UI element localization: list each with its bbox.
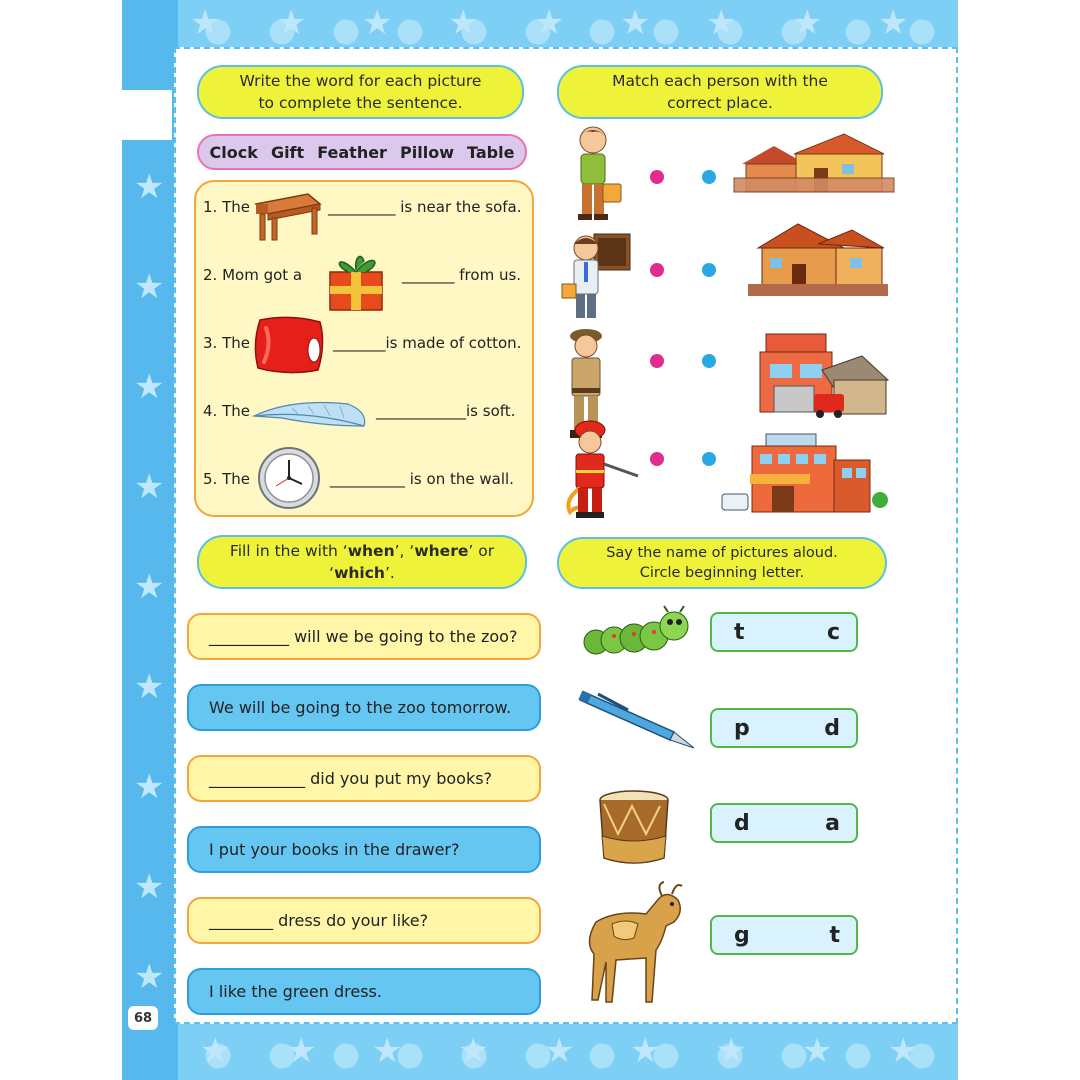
fill-answer-row: I like the green dress. <box>187 968 541 1015</box>
instruction-line: Circle beginning letter. <box>639 565 805 581</box>
star-icon: ★ <box>620 3 651 43</box>
gift-icon <box>326 250 390 314</box>
sentence-prefix: 1. The <box>203 198 250 216</box>
star-icon: ★ <box>888 1031 919 1071</box>
star-icon: ★ <box>630 1031 661 1071</box>
letter-option[interactable]: p <box>734 715 750 741</box>
pillow-icon <box>252 314 328 376</box>
instruction-keyword: which <box>334 564 385 582</box>
goat-icon <box>576 882 688 1010</box>
letter-choice-box <box>710 803 858 843</box>
star-icon: ★ <box>276 3 307 43</box>
sentence-answer-line[interactable]: _______is made of cotton. <box>333 334 522 352</box>
frame-left-strip <box>122 0 178 1080</box>
word-bank-item: Table <box>467 142 515 162</box>
table-icon <box>252 190 322 242</box>
star-icon: ★ <box>706 3 737 43</box>
pen-icon <box>578 686 698 752</box>
letter-option[interactable]: t <box>829 922 840 948</box>
word-bank-item: Gift <box>270 142 305 162</box>
star-icon: ★ <box>448 3 479 43</box>
word-bank-item: Pillow <box>400 142 454 162</box>
star-icon: ★ <box>716 1031 747 1071</box>
fire-station-building-icon <box>742 330 898 422</box>
instruction-keyword: where <box>414 542 469 560</box>
match-dot-right[interactable] <box>702 170 716 184</box>
instruction-line: Match each person with the <box>612 72 828 90</box>
sentence-prefix: 4. The <box>203 402 250 420</box>
star-icon: ★ <box>134 767 165 807</box>
instruction-text: ’. <box>384 564 395 582</box>
instruction-text: ‘ <box>329 564 335 582</box>
letter-option[interactable]: g <box>734 922 750 948</box>
star-icon: ★ <box>286 1031 317 1071</box>
word-bank <box>197 134 527 170</box>
sentence-prefix: 3. The <box>203 334 250 352</box>
instruction-keyword: when <box>347 542 395 560</box>
sentence-prefix: 5. The <box>203 470 250 488</box>
letter-choice-box <box>710 708 858 748</box>
match-dot-right[interactable] <box>702 354 716 368</box>
star-icon: ★ <box>134 267 165 307</box>
instruction-line <box>230 562 494 584</box>
fill-question-row[interactable]: ____________ did you put my books? <box>187 755 541 802</box>
instruction-text: Fill in the with ‘ <box>229 542 348 560</box>
star-icon: ★ <box>878 3 909 43</box>
match-dot-right[interactable] <box>702 263 716 277</box>
clock-icon <box>256 446 322 510</box>
teacher-person-icon <box>560 232 636 322</box>
letter-option[interactable]: d <box>824 715 840 741</box>
caterpillar-icon <box>582 606 692 668</box>
star-icon: ★ <box>134 167 165 207</box>
fill-question-row[interactable]: ________ dress do your like? <box>187 897 541 944</box>
letter-choice-box <box>710 915 858 955</box>
letters-instruction <box>557 537 887 589</box>
instruction-line: Write the word for each picture <box>239 72 482 90</box>
frame-corner-tab <box>122 90 172 140</box>
instruction-text: ’, ‘ <box>394 542 415 560</box>
sentence-answer-line[interactable]: _______ from us. <box>402 266 522 284</box>
match-dot-left[interactable] <box>650 354 664 368</box>
instruction-line: to complete the sentence. <box>258 94 463 112</box>
match-dot-left[interactable] <box>650 452 664 466</box>
sentence-answer-line[interactable]: _________ is near the sofa. <box>328 198 522 216</box>
instruction-line: correct place. <box>667 94 773 112</box>
star-icon: ★ <box>134 567 165 607</box>
fill-question-row[interactable]: __________ will we be going to the zoo? <box>187 613 541 660</box>
write-word-instruction <box>197 65 524 119</box>
fill-in-instruction <box>197 535 527 589</box>
match-dot-left[interactable] <box>650 263 664 277</box>
star-icon: ★ <box>458 1031 489 1071</box>
traveler-person-icon <box>563 124 627 222</box>
star-icon: ★ <box>792 3 823 43</box>
star-icon: ★ <box>134 957 165 997</box>
sentence-prefix: 2. Mom got a <box>203 266 303 284</box>
match-dot-right[interactable] <box>702 452 716 466</box>
star-icon: ★ <box>802 1031 833 1071</box>
star-icon: ★ <box>134 367 165 407</box>
drum-icon <box>594 788 674 868</box>
letter-option[interactable]: a <box>825 810 840 836</box>
star-icon: ★ <box>372 1031 403 1071</box>
hospital-building-icon <box>722 430 892 516</box>
star-icon: ★ <box>190 3 221 43</box>
letter-option[interactable]: d <box>734 810 750 836</box>
instruction-line: Say the name of pictures aloud. <box>606 545 838 561</box>
star-icon: ★ <box>544 1031 575 1071</box>
star-icon: ★ <box>200 1031 231 1071</box>
star-icon: ★ <box>134 867 165 907</box>
instruction-line <box>230 540 494 562</box>
firefighter-person-icon <box>560 420 642 520</box>
sentence-answer-line[interactable]: __________ is on the wall. <box>330 470 514 488</box>
word-bank-item: Clock <box>209 142 258 162</box>
match-dot-left[interactable] <box>650 170 664 184</box>
page-number: 68 <box>128 1006 158 1030</box>
letter-option[interactable]: t <box>734 619 745 645</box>
fill-answer-row: We will be going to the zoo tomorrow. <box>187 684 541 731</box>
home-building-icon <box>734 130 894 196</box>
star-icon: ★ <box>534 3 565 43</box>
instruction-text: ’ or <box>468 542 495 560</box>
fill-answer-row: I put your books in the drawer? <box>187 826 541 873</box>
star-icon: ★ <box>362 3 393 43</box>
star-icon: ★ <box>134 667 165 707</box>
school-building-icon <box>748 218 888 298</box>
letter-choice-box <box>710 612 858 652</box>
letter-option[interactable]: c <box>826 619 840 645</box>
sentence-answer-line[interactable]: ____________is soft. <box>376 402 516 420</box>
star-icon: ★ <box>134 467 165 507</box>
word-bank-item: Feather <box>317 142 387 162</box>
match-instruction <box>557 65 883 119</box>
feather-icon <box>252 396 370 432</box>
